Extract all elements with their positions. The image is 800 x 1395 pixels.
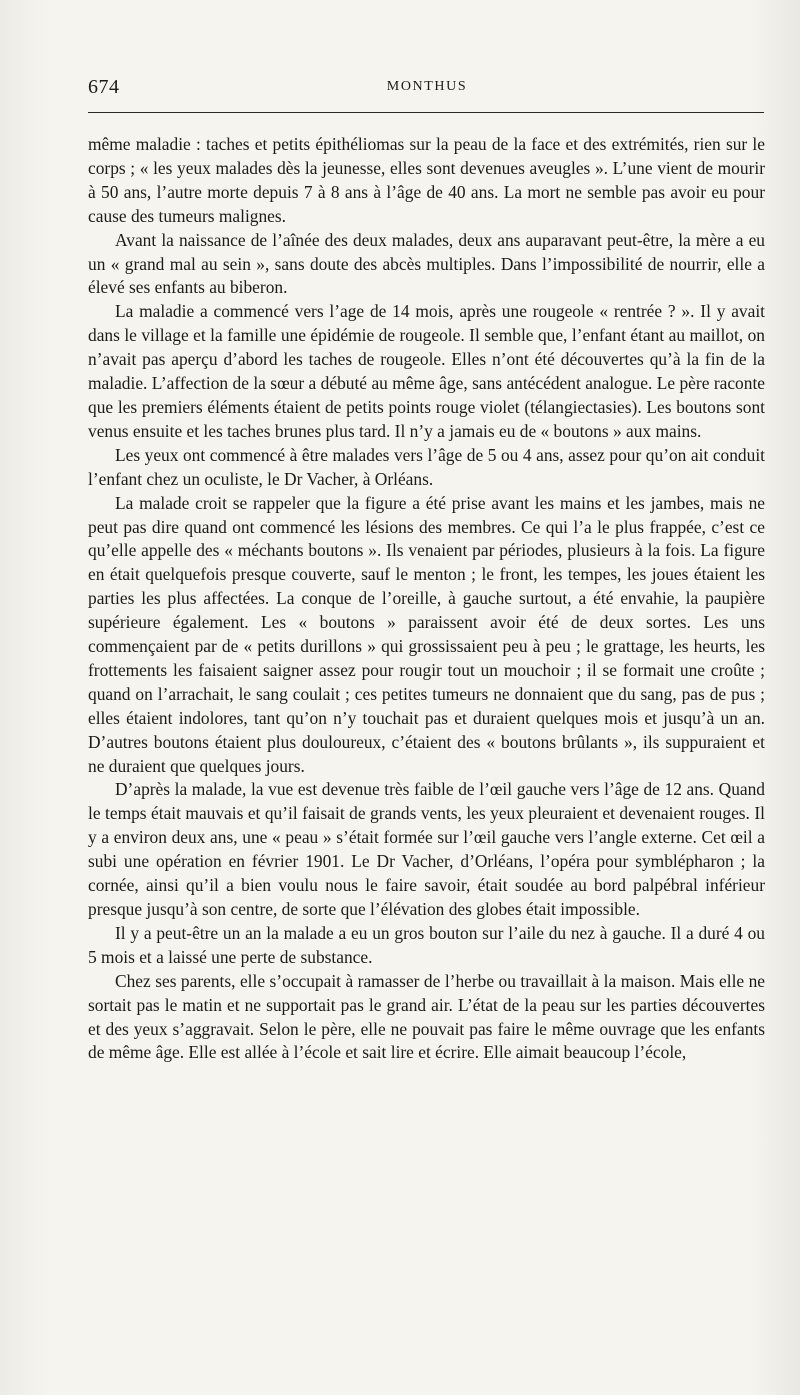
paragraph-7: Il y a peut-être un an la malade a eu un gros bouton sur l’aile du nez à gauche. Il a duré 4 ou 5 mois et a laissé une perte de substance. (88, 922, 765, 967)
paragraph-3: La maladie a commencé vers l’age de 14 mois, après une rougeole « rentrée ? ». Il y avait dans le village et la famille une épidémie de rougeole. Il semble que, l’enfant étant au maillot, on n’avait pas aperçu d’abord les taches de rougeole. Elles n’ont été découvertes qu’à la fin de la maladie. L’affection de la sœur a débuté au même âge, sans antécédent analogue. Le père raconte que les premiers éléments étaient de petits points rouge violet (télangiectasies). Les boutons sont venus ensuite et les taches brunes plus tard. Il n’y a jamais eu de « boutons » aux mains. (88, 301, 765, 441)
running-head: MONTHUS (386, 79, 468, 94)
header-rule (88, 112, 764, 113)
paragraph-6: D’après la malade, la vue est devenue très faible de l’œil gauche vers l’âge de 12 ans. Quand le temps était mauvais et qu’il faisait de grands vents, les yeux pleuraient et devenaient rouges. Il y a environ deux ans, une « peau » s’était formée sur l’œil gauche vers l’angle externe. Cet œil a subi une opération en février 1901. Le Dr Vacher, d’Orléans, l’opéra pour symblépharon ; la cornée, ainsi qu’il a bien voulu nous le faire savoir, était soudée au bord palpébral inférieur presque jusqu’à son centre, de sorte que l’élévation des globes était impossible. (88, 779, 765, 919)
paragraph-2: Avant la naissance de l’aînée des deux malades, deux ans auparavant peut-être, la mère a eu un « grand mal au sein », sans doute des abcès multiples. Dans l’impossibilité de nourrir, elle a élevé ses enfants au biberon. (88, 229, 765, 298)
paragraph-5: La malade croit se rappeler que la figure a été prise avant les mains et les jambes, mais ne peut pas dire quand ont commencé les lésions des membres. Ce qui l’a le plus frappée, c’est ce qu’elle appelle des « méchants boutons ». Ils venaient par périodes, plusieurs à la fois. La figure en était quelquefois presque couverte, sauf le menton ; le front, les tempes, les joues étaient les parties les plus affectées. La conque de l’oreille, à gauche surtout, a été envahie, la paupière supérieure également. Les « boutons » paraissent avoir été de deux sortes. Les uns commençaient par de « petits durillons » qui grossissaient peu à peu ; le grattage, les heurts, les frottements les faisaient saigner assez pour rougir tout un mouchoir ; il se formait une croûte ; quand on l’arrachait, le sang coulait ; ces petites tumeurs ne donnaient que du sang, pas de pus ; elles étaient indolores, tant qu’on n’y touchait pas et duraient quelques mois et jusqu’à un an. D’autres boutons étaient plus douloureux, c’étaient des « boutons brûlants », ils suppuraient et ne duraient que quelques jours. (88, 492, 765, 776)
page-number: 674 (88, 76, 120, 98)
paragraph-8: Chez ses parents, elle s’occupait à ramasser de l’herbe ou travaillait à la maison. Mais elle ne sortait pas le matin et ne supportait pas le grand air. L’état de la peau sur les parties découvertes et des yeux s’aggravait. Selon le père, elle ne pouvait pas faire le même ouvrage que les enfants de même âge. Elle est allée à l’école et sait lire et écrire. Elle aimait beaucoup l’école, (88, 970, 765, 1063)
page-header (88, 76, 766, 104)
body-text (88, 133, 765, 1065)
paragraph-1: même maladie : taches et petits épithéliomas sur la peau de la face et des extrémités, rien sur le corps ; « les yeux malades dès la jeunesse, elles sont devenues aveugles ». L’une vient de mourir à 50 ans, l’autre morte depuis 7 à 8 ans à l’âge de 40 ans. La mort ne semble pas avoir eu pour cause des tumeurs malignes. (88, 134, 765, 226)
paragraph-4: Les yeux ont commencé à être malades vers l’âge de 5 ou 4 ans, assez pour qu’on ait conduit l’enfant chez un oculiste, le Dr Vacher, à Orléans. (88, 444, 765, 489)
